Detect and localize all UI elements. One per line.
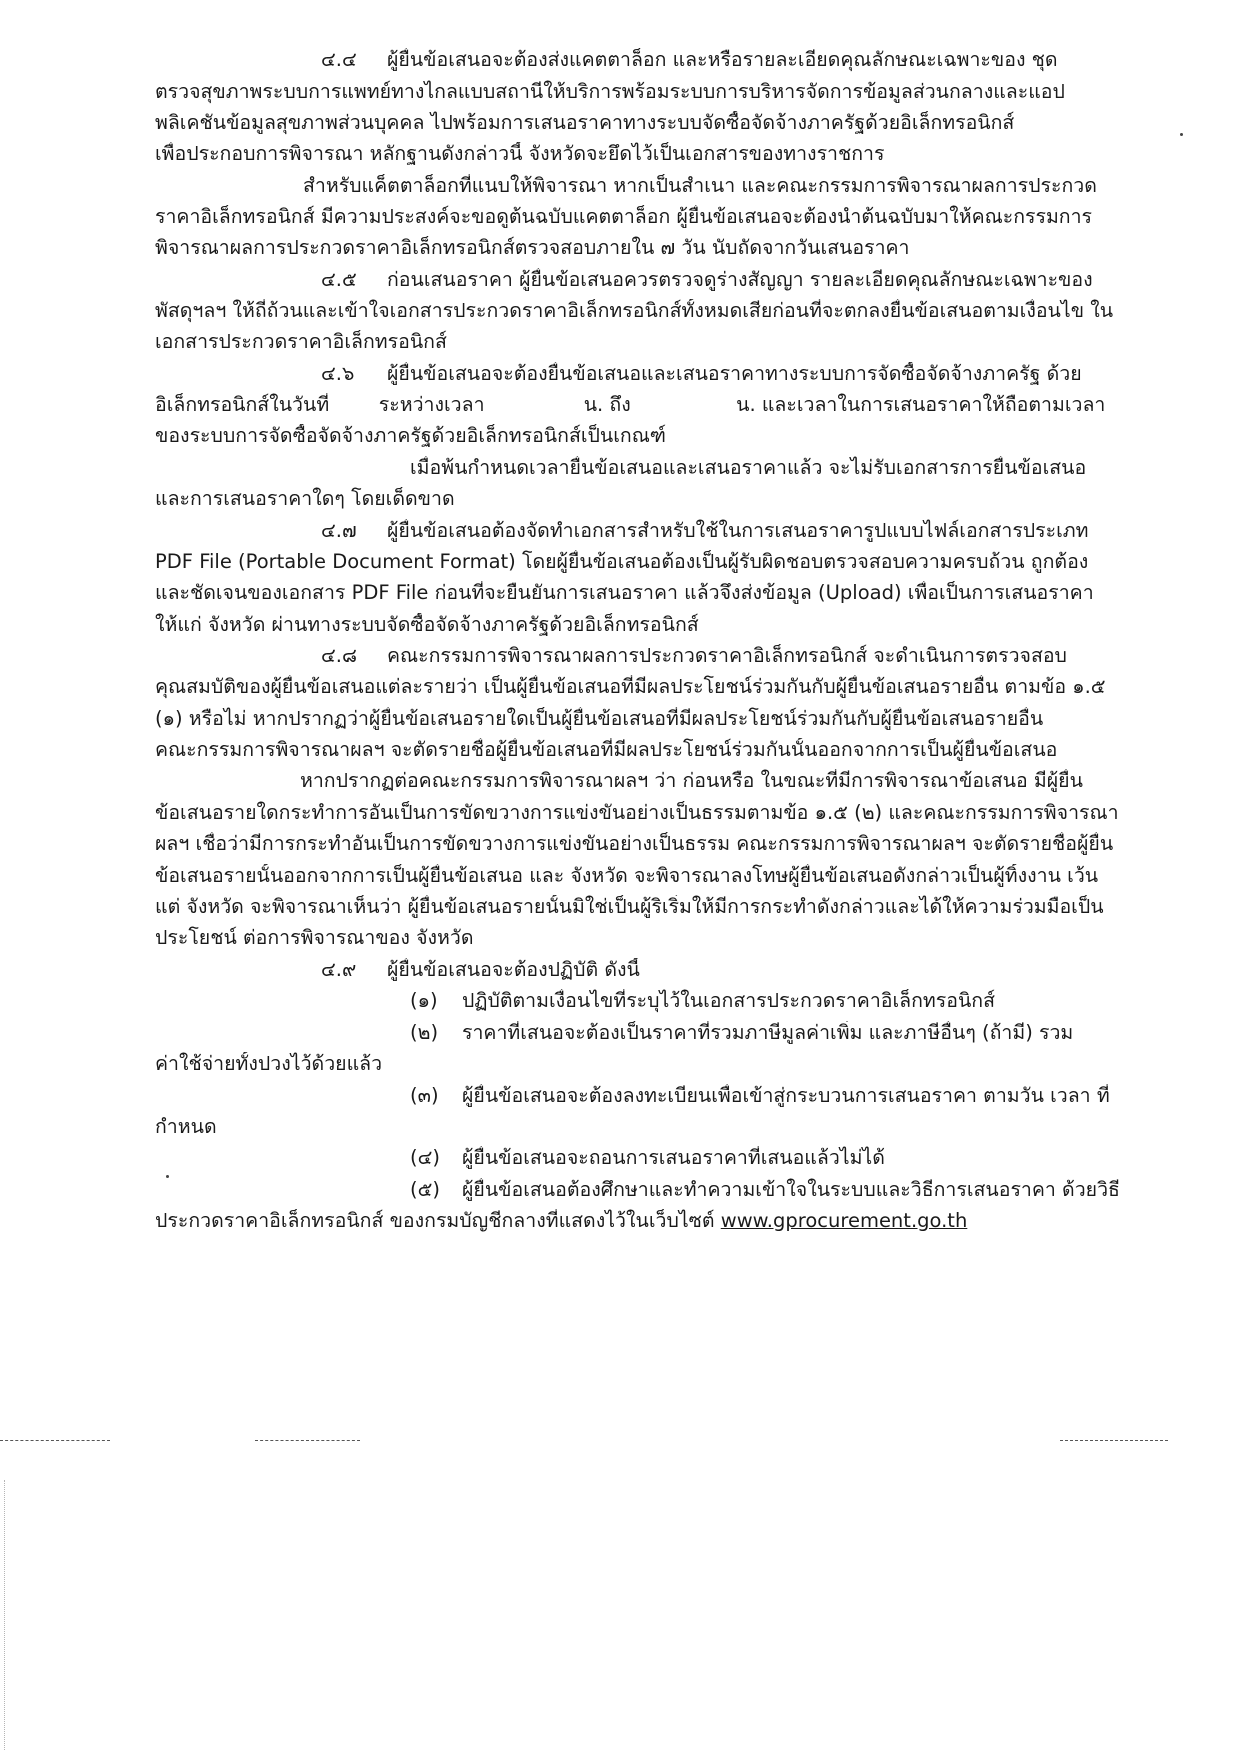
line-text: ตรวจสุขภาพระบบการแพทย์ทางไกลแบบสถานีให้บริการพร้อมระบบการบริหารจัดการข้อมูลส่วนกลางและแอป bbox=[155, 80, 1065, 103]
paragraph-line bbox=[155, 926, 1155, 950]
paragraph-line bbox=[155, 864, 1155, 888]
sub-item-1 bbox=[410, 989, 1155, 1013]
line-text: สำหรับแค็ตตาล็อกที่แนบให้พิจารณา หากเป็นสำเนา และคณะกรรมการพิจารณาผลการประกวด bbox=[303, 174, 1097, 197]
paragraph-line bbox=[155, 330, 1155, 354]
line-text: พิจารณาผลการประกวดราคาอิเล็กทรอนิกส์ตรวจสอบภายใน ๗ วัน นับถัดจากวันเสนอราคา bbox=[155, 236, 910, 259]
line-text: ให้แก่ จังหวัด ผ่านทางระบบจัดซื้อจัดจ้างภาครัฐด้วยอิเล็กทรอนิกส์ bbox=[155, 613, 699, 636]
clause-4-4 bbox=[321, 48, 1241, 72]
line-text: และการเสนอราคาใดๆ โดยเด็ดขาด bbox=[155, 487, 455, 510]
paragraph-line bbox=[155, 299, 1155, 323]
clause-4-6 bbox=[321, 362, 1241, 386]
paragraph-line bbox=[155, 550, 1155, 574]
paragraph-line bbox=[155, 581, 1155, 605]
paragraph-line bbox=[155, 738, 1155, 762]
clause-text: คณะกรรมการพิจารณาผลการประกวดราคาอิเล็กทรอนิกส์ จะดำเนินการตรวจสอบ bbox=[387, 644, 1067, 667]
clause-text: ก่อนเสนอราคา ผู้ยื่นข้อเสนอควรตรวจดูร่างสัญญา รายละเอียดคุณลักษณะเฉพาะของ bbox=[387, 268, 1093, 291]
paragraph-line bbox=[303, 174, 1153, 198]
line-text: เมื่อพ้นกำหนดเวลายื่นข้อเสนอและเสนอราคาแล้ว จะไม่รับเอกสารการยื่นข้อเสนอ bbox=[410, 456, 1087, 479]
line-text: หากปรากฏต่อคณะกรรมการพิจารณาผลฯ ว่า ก่อนหรือ ในขณะที่มีการพิจารณาข้อเสนอ มีผู้ยื่น bbox=[300, 769, 1083, 792]
paragraph-line bbox=[155, 424, 1155, 448]
scan-dash-line bbox=[1060, 1440, 1168, 1441]
sub-item-text: ผู้ยื่นข้อเสนอจะถอนการเสนอราคาที่เสนอแล้วไม่ได้ bbox=[462, 1146, 885, 1169]
paragraph-line bbox=[155, 393, 1155, 417]
clause-text: ผู้ยื่นข้อเสนอจะต้องส่งแคตตาล็อก และหรือรายละเอียดคุณลักษณะเฉพาะของ ชุด bbox=[387, 48, 1058, 71]
paragraph-line bbox=[155, 487, 1155, 511]
paragraph-line bbox=[155, 675, 1155, 699]
line-text: ข้อเสนอรายนั้นออกจากการเป็นผู้ยื่นข้อเสนอ และ จังหวัด จะพิจารณาลงโทษผู้ยื่นข้อเสนอดังกล่าวเป็นผู้ทิ้งงาน เว้น bbox=[155, 864, 1099, 887]
line-text: คณะกรรมการพิจารณาผลฯ จะตัดรายชื่อผู้ยื่นข้อเสนอที่มีผลประโยชน์ร่วมกันนั้นออกจากการเป็นผู้ยื่นข้อเสนอ bbox=[155, 738, 1058, 761]
sub-item-3 bbox=[410, 1084, 1155, 1108]
clause-4-7 bbox=[321, 519, 1241, 543]
clause-text: ผู้ยื่นข้อเสนอจะต้องปฏิบัติ ดังนี้ bbox=[387, 958, 640, 981]
paragraph-line bbox=[155, 205, 1155, 229]
line-text: แต่ จังหวัด จะพิจารณาเห็นว่า ผู้ยื่นข้อเสนอรายนั้นมิใช่เป็นผู้ริเริ่มให้มีการกระทำดังกล่าวและได้ให้ความร่วมมือเป็น bbox=[155, 895, 1104, 918]
sub-item-4 bbox=[410, 1146, 1155, 1170]
paragraph-line bbox=[155, 832, 1155, 856]
clause-number: ๔.๔ bbox=[321, 48, 357, 71]
line-text: เพื่อประกอบการพิจารณา หลักฐานดังกล่าวนี้ จังหวัดจะยึดไว้เป็นเอกสารของทางราชการ bbox=[155, 142, 885, 165]
sub-item-text: ราคาที่เสนอจะต้องเป็นราคาที่รวมภาษีมูลค่าเพิ่ม และภาษีอื่นๆ (ถ้ามี) รวม bbox=[462, 1021, 1074, 1044]
clause-number: ๔.๘ bbox=[321, 644, 358, 667]
line-text: ราคาอิเล็กทรอนิกส์ มีความประสงค์จะขอดูต้นฉบับแคตตาล็อก ผู้ยื่นข้อเสนอจะต้องนำต้นฉบับมาให้คณะกรรมการ bbox=[155, 205, 1093, 228]
scan-speck bbox=[1180, 133, 1183, 136]
paragraph-line bbox=[410, 456, 1155, 480]
paragraph-line bbox=[155, 111, 1155, 135]
line-text: ข้อเสนอรายใดกระทำการอันเป็นการขัดขวางการแข่งขันอย่างเป็นธรรมตามข้อ ๑.๕ (๒) และคณะกรรมการพิจารณา bbox=[155, 801, 1119, 824]
line-text: พลิเคชันข้อมูลสุขภาพส่วนบุคคล ไปพร้อมการเสนอราคาทางระบบจัดซื้อจัดจ้างภาครัฐด้วยอิเล็กทรอนิกส์ bbox=[155, 111, 1015, 134]
clause-number: ๔.๖ bbox=[321, 362, 355, 385]
sub-item-number: (๕) bbox=[410, 1178, 440, 1201]
line-text: อิเล็กทรอนิกส์ในวันที่ ระหว่างเวลา น. ถึง น. และเวลาในการเสนอราคาให้ถือตามเวลา bbox=[155, 393, 1106, 416]
scan-dash-line bbox=[0, 1440, 110, 1441]
clause-4-9 bbox=[321, 958, 1241, 982]
sub-item-text: ปฏิบัติตามเงื่อนไขที่ระบุไว้ในเอกสารประกวดราคาอิเล็กทรอนิกส์ bbox=[462, 989, 996, 1012]
line-text: ของระบบการจัดซื้อจัดจ้างภาครัฐด้วยอิเล็กทรอนิกส์เป็นเกณฑ์ bbox=[155, 424, 666, 447]
sub-item-number: (๑) bbox=[410, 989, 438, 1012]
sub-item-number: (๒) bbox=[410, 1021, 439, 1044]
scan-margin-dots bbox=[4, 1480, 5, 1750]
line-text: (๑) หรือไม่ หากปรากฏว่าผู้ยื่นข้อเสนอรายใดเป็นผู้ยื่นข้อเสนอที่มีผลประโยชน์ร่วมกันกับผู้ยื่นข้อเสนอรายอื่น bbox=[155, 707, 1044, 730]
paragraph-line bbox=[155, 1115, 1155, 1139]
paragraph-line bbox=[155, 707, 1155, 731]
paragraph-line bbox=[155, 1209, 1155, 1233]
paragraph-line bbox=[155, 80, 1155, 104]
line-text: กำหนด bbox=[155, 1115, 217, 1138]
line-text: ค่าใช้จ่ายทั้งปวงไว้ด้วยแล้ว bbox=[155, 1052, 383, 1075]
clause-4-5 bbox=[321, 268, 1241, 292]
clause-text: ผู้ยื่นข้อเสนอต้องจัดทำเอกสารสำหรับใช้ในการเสนอราคารูปแบบไฟล์เอกสารประเภท bbox=[387, 519, 1089, 542]
clause-text: ผู้ยื่นข้อเสนอจะต้องยื่นข้อเสนอและเสนอราคาทางระบบการจัดซื้อจัดจ้างภาครัฐ ด้วย bbox=[387, 362, 1082, 385]
paragraph-line bbox=[155, 1052, 1155, 1076]
line-text: PDF File (Portable Document Format) โดยผู้ยื่นข้อเสนอต้องเป็นผู้รับผิดชอบตรวจสอบความครบถ้วน ถูกต้อง bbox=[155, 550, 1089, 573]
scan-speck bbox=[166, 1175, 169, 1178]
website-link[interactable]: www.gprocurement.go.th bbox=[720, 1209, 968, 1232]
paragraph-line bbox=[155, 142, 1155, 166]
line-text: ผลฯ เชื่อว่ามีการกระทำอันเป็นการขัดขวางการแข่งขันอย่างเป็นธรรม คณะกรรมการพิจารณาผลฯ จะตัดรายชื่อผู้ยื่น bbox=[155, 832, 1114, 855]
line-text: ประโยชน์ ต่อการพิจารณาของ จังหวัด bbox=[155, 926, 474, 949]
clause-number: ๔.๕ bbox=[321, 268, 357, 291]
paragraph-line bbox=[155, 236, 1155, 260]
line-text: เอกสารประกวดราคาอิเล็กทรอนิกส์ bbox=[155, 330, 447, 353]
line-text: พัสดุฯลฯ ให้ถี่ถ้วนและเข้าใจเอกสารประกวดราคาอิเล็กทรอนิกส์ทั้งหมดเสียก่อนที่จะตกลงยื่นข้อเสนอตามเงื่อนไข ใน bbox=[155, 299, 1114, 322]
line-text: คุณสมบัติของผู้ยื่นข้อเสนอแต่ละรายว่า เป็นผู้ยื่นข้อเสนอที่มีผลประโยชน์ร่วมกันกับผู้ยื่นข้อเสนอรายอื่น ตามข้อ ๑.๕ bbox=[155, 675, 1106, 698]
sub-item-text: ผู้ยื่นข้อเสนอจะต้องลงทะเบียนเพื่อเข้าสู่กระบวนการเสนอราคา ตามวัน เวลา ที่ bbox=[462, 1084, 1110, 1107]
sub-item-text: ผู้ยื่นข้อเสนอต้องศึกษาและทำความเข้าใจในระบบและวิธีการเสนอราคา ด้วยวิธี bbox=[462, 1178, 1120, 1201]
sub-item-number: (๓) bbox=[410, 1084, 439, 1107]
paragraph-line bbox=[300, 769, 1155, 793]
sub-item-number: (๔) bbox=[410, 1146, 440, 1169]
paragraph-line bbox=[155, 613, 1155, 637]
line-text: และชัดเจนของเอกสาร PDF File ก่อนที่จะยืนยันการเสนอราคา แล้วจึงส่งข้อมูล (Upload) เพื่อเป็นการเสนอราคา bbox=[155, 581, 1094, 604]
line-text: ประกวดราคาอิเล็กทรอนิกส์ ของกรมบัญชีกลางที่แสดงไว้ในเว็บไซต์ bbox=[155, 1209, 715, 1232]
sub-item-2 bbox=[410, 1021, 1155, 1045]
paragraph-line bbox=[155, 895, 1155, 919]
clause-number: ๔.๗ bbox=[321, 519, 357, 542]
clause-number: ๔.๙ bbox=[321, 958, 357, 981]
paragraph-line bbox=[155, 801, 1155, 825]
scan-dash-line bbox=[255, 1440, 360, 1441]
sub-item-5 bbox=[410, 1178, 1155, 1202]
clause-4-8 bbox=[321, 644, 1241, 668]
